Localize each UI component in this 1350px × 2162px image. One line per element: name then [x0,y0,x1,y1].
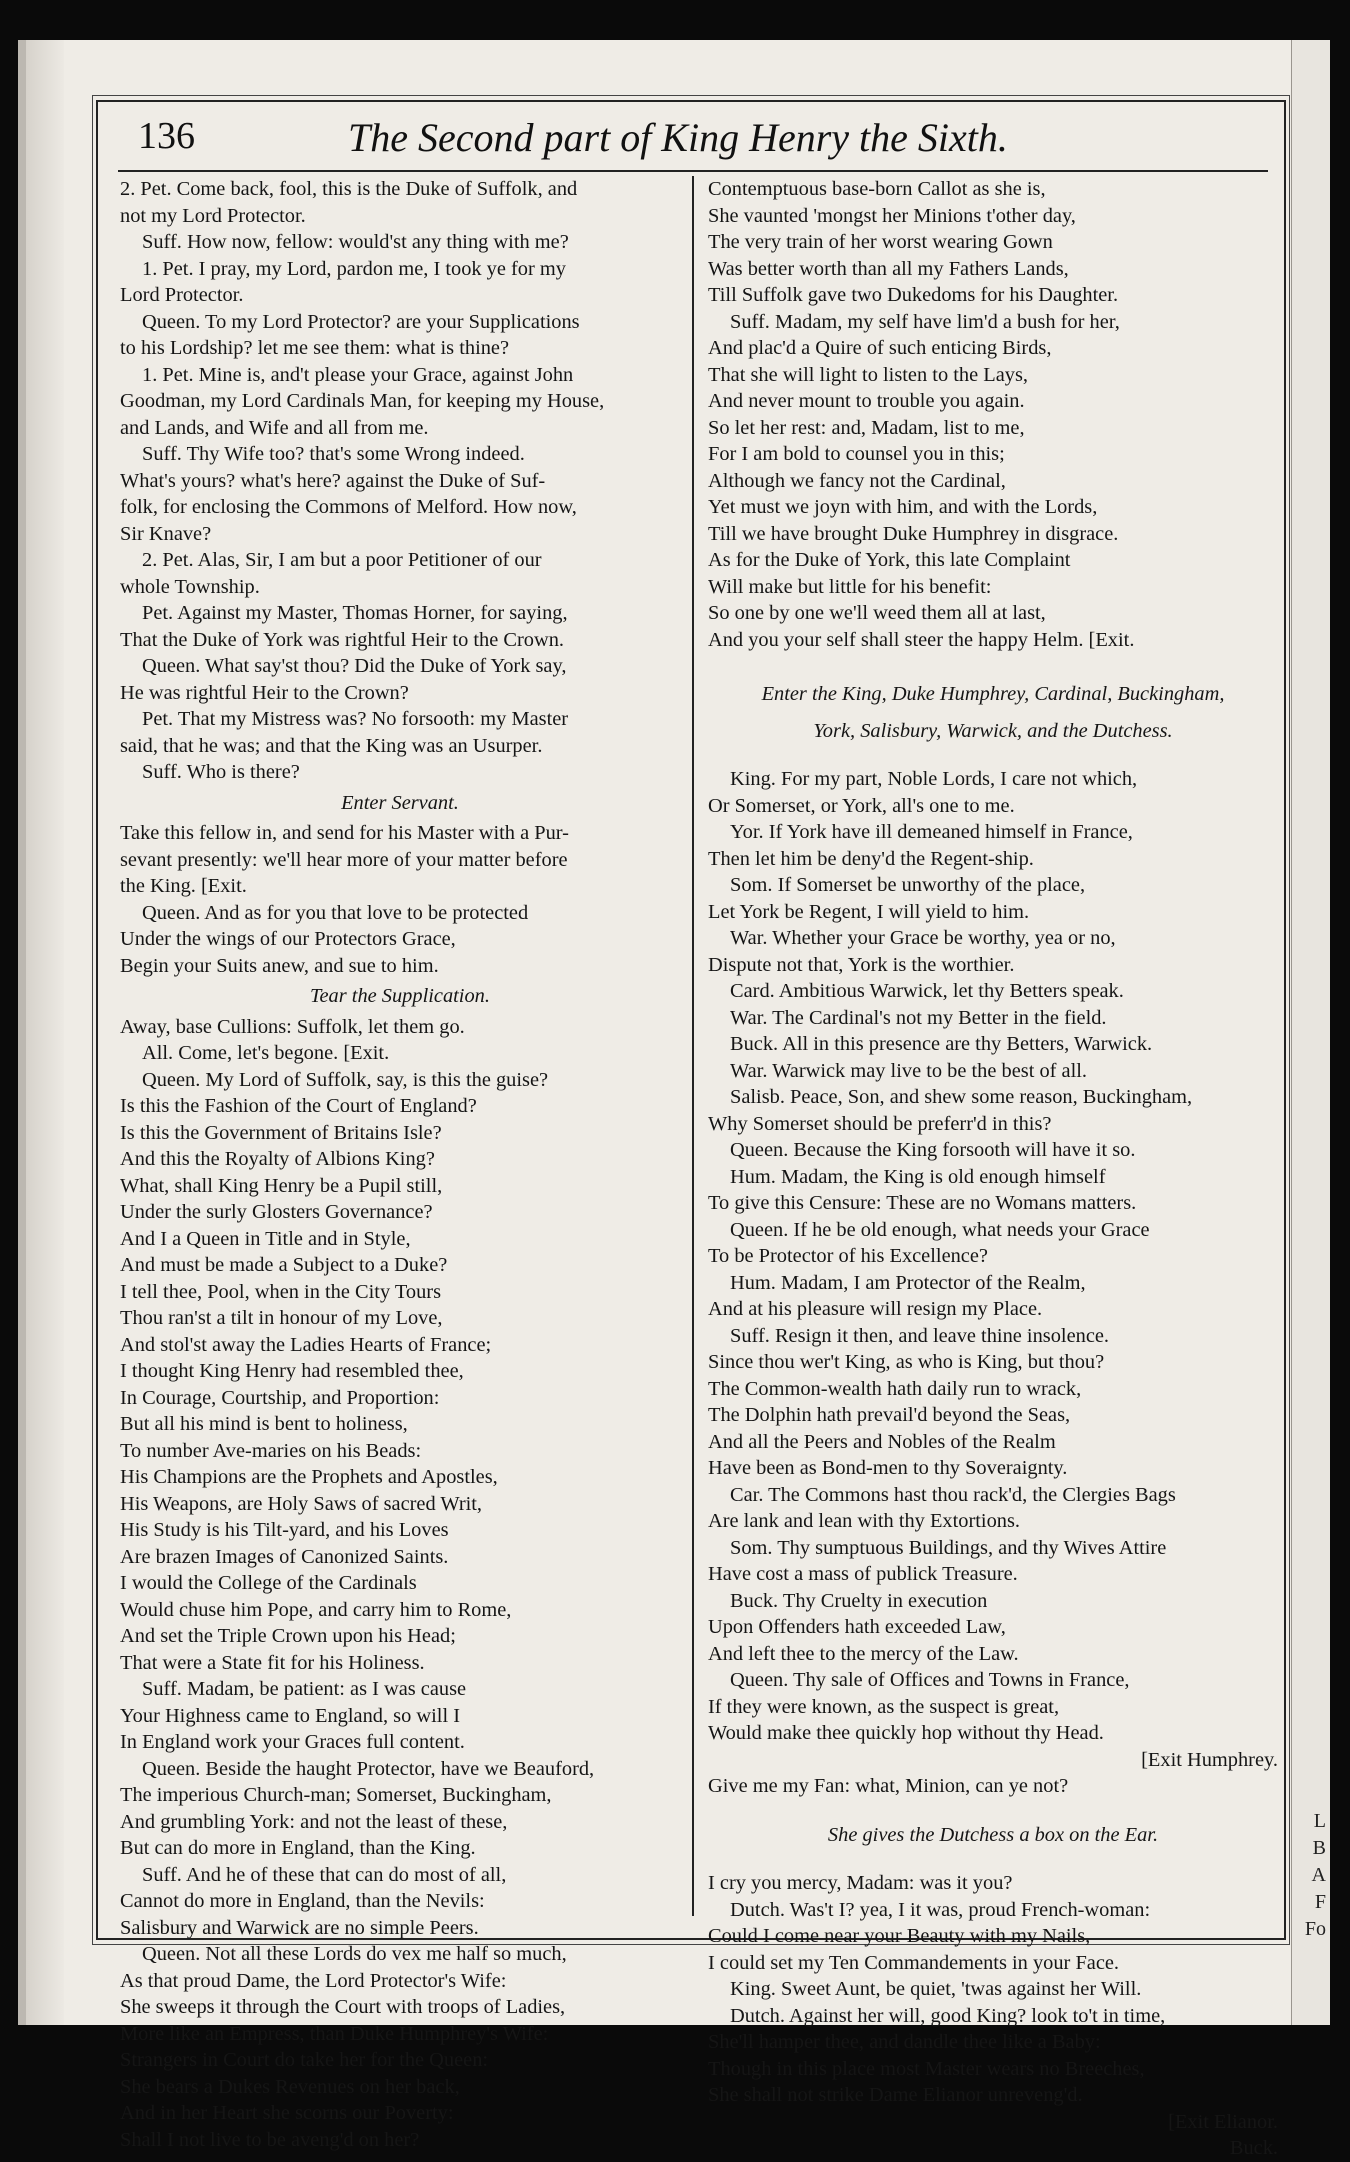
text-line: And this the Royalty of Albions King? [120,1148,435,1170]
text-line: 2. Pet. Alas, Sir, I am but a poor Petitioner of our [142,549,542,571]
text-line: folk, for enclosing the Commons of Melford. How now, [120,496,577,518]
book-page [18,40,1330,2159]
stage-direction: She gives the Dutchess a box on the Ear. [827,1823,1159,1846]
text-line: And all the Peers and Nobles of the Realm [708,1430,1056,1453]
text-line: She shall not strike Dame Elianor unreveng'd. [708,2084,1083,2106]
text-line: And left thee to the mercy of the Law. [708,1642,1019,1665]
text-line: King. For my part, Noble Lords, I care not which, [730,768,1138,790]
text-line: Buck. All in this presence are thy Betters, Warwick. [730,1033,1153,1055]
text-line: Queen. What say'st thou? Did the Duke of York say, [142,655,567,677]
text-line: The very train of her worst wearing Gown [708,231,1053,253]
text-line: But all his mind is bent to holiness, [120,1413,408,1435]
text-line: And you your self shall steer the happy Helm. [Exit. [708,628,1135,651]
text-line: And plac'd a Quire of such enticing Birds, [708,337,1052,359]
text-line: She vaunted 'mongst her Minions t'other day, [708,204,1076,227]
text-line: And stol'st away the Ladies Hearts of France; [120,1333,492,1356]
text-line: If they were known, as the suspect is great, [708,1695,1060,1718]
text-line: Contemptuous base-born Callot as she is, [708,178,1046,200]
text-line: [Exit Elianor. [1168,2110,1278,2133]
text-line: Salisbury and Warwick are no simple Peers. [120,1916,479,1939]
text-line: Goodman, my Lord Cardinals Man, for keeping my House, [120,390,605,412]
text-line: Hum. Madam, I am Protector of the Realm, [730,1271,1086,1294]
text-line: More like an Empress, than Duke Humphrey's Wife: [120,2022,549,2045]
text-line: He was rightful Heir to the Crown? [120,681,409,704]
text-line: Give me my Fan: what, Minion, can ye not? [708,1775,1069,1797]
text-line: Queen. Beside the haught Protector, have we Beauford, [142,1757,595,1780]
text-line: And at his pleasure will resign my Place. [708,1298,1043,1320]
right-column [708,176,1278,2162]
text-line: Suff. How now, fellow: would'st any thing with me? [142,231,569,253]
text-line: Som. If Somerset be unworthy of the place, [730,874,1086,896]
text-line: That she will light to listen to the Lays, [708,363,1028,386]
text-line: Pet. That my Mistress was? No forsooth: my Master [142,708,569,730]
text-line: Hum. Madam, the King is old enough himself [730,1165,1106,1188]
text-line: So let her rest: and, Madam, list to me, [708,416,1025,439]
text-line: Till we have brought Duke Humphrey in disgrace. [708,522,1119,545]
text-line: The Common-wealth hath daily run to wrack, [708,1377,1082,1400]
text-line: She bears a Dukes Revenues on her back, [120,2075,460,2098]
edge-letter: Fo [1304,1918,1326,1940]
text-line: Dutch. Was't I? yea, I it was, proud French-woman: [730,1898,1151,1921]
text-line: His Weapons, are Holy Saws of sacred Writ, [120,1492,483,1515]
text-line: Though in this place most Master wears no Breeches, [708,2057,1145,2080]
text-line: To give this Censure: These are no Womans matters. [708,1192,1137,1214]
text-line: Suff. Resign it then, and leave thine insolence. [730,1324,1110,1347]
text-line: Will make but little for his benefit: [708,575,992,598]
text-line: Why Somerset should be preferr'd in this? [708,1112,1052,1135]
stage-direction: Tear the Supplication. [310,985,490,1007]
text-line: Buck. [1229,2137,1278,2159]
text-line: Suff. Who is there? [142,761,300,783]
text-line: I thought King Henry had resembled thee, [120,1360,464,1382]
text-line: In Courage, Courtship, and Proportion: [120,1386,440,1409]
text-line: Have cost a mass of publick Treasure. [708,1563,1018,1585]
text-line: So one by one we'll weed them all at last, [708,602,1046,624]
text-line: Queen. Thy sale of Offices and Towns in France, [730,1669,1130,1691]
text-line: I could set my Ten Commandements in your Face. [708,1951,1120,1974]
text-line: Sir Knave? [120,522,212,545]
text-line: Till Suffolk gave two Dukedoms for his Daughter. [708,284,1119,306]
text-line: She sweeps it through the Court with troops of Ladies, [120,1996,566,2018]
running-header [118,110,1268,172]
text-line: But can do more in England, than the King. [120,1837,476,1859]
text-line: whole Township. [120,575,260,598]
running-title: The Second part of King Henry the Sixth. [348,115,1008,160]
text-line: War. Warwick may live to be the best of all. [730,1059,1088,1082]
next-page-edge [1291,40,1330,2025]
text-line: For I am bold to counsel you in this; [708,443,1005,465]
text-line: Was better worth than all my Fathers Lands, [708,257,1069,280]
text-line: I cry you mercy, Madam: was it you? [708,1872,1013,1894]
text-line: Queen. If he be old enough, what needs your Grace [730,1218,1150,1241]
text-line: Would make thee quickly hop without thy Head. [708,1722,1104,1744]
text-line: 2. Pet. Come back, fool, this is the Duke of Suffolk, and [120,178,578,200]
text-line: Suff. And he of these that can do most of all, [142,1863,507,1886]
stage-direction: Enter the King, Duke Humphrey, Cardinal, Buckingham, [761,683,1225,705]
page-number: 136 [138,115,195,157]
text-line: To number Ave-maries on his Beads: [120,1439,422,1462]
text-line: Queen. My Lord of Suffolk, say, is this the guise? [142,1068,549,1091]
text-line: Strangers in Court do take her for the Queen: [120,2049,489,2071]
spacer [708,1800,1278,1818]
text-line: And I a Queen in Title and in Style, [120,1227,411,1250]
stage-direction: York, Salisbury, Warwick, and the Dutchess. [813,719,1173,742]
text-line: Away, base Cullions: Suffolk, let them go. [120,1015,465,1038]
left-column [120,176,680,2153]
edge-letter: A [1311,1864,1326,1886]
text-line: not my Lord Protector. [120,204,306,227]
text-line: Cannot do more in England, than the Nevils: [120,1890,485,1912]
text-line: To be Protector of his Excellence? [708,1245,988,1267]
text-line: King. Sweet Aunt, be quiet, 'twas against her Will. [730,1978,1142,2000]
text-line: His Champions are the Prophets and Apostles, [120,1466,498,1488]
text-line: Take this fellow in, and send for his Master with a Pur- [120,822,569,844]
text-line: Yor. If York have ill demeaned himself in France, [730,821,1133,843]
text-line: Som. Thy sumptuous Buildings, and thy Wives Attire [730,1536,1167,1559]
text-line: Let York be Regent, I will yield to him. [708,900,1030,923]
text-line: Card. Ambitious Warwick, let thy Betters speak. [730,980,1124,1002]
text-line: War. The Cardinal's not my Better in the field. [730,1006,1107,1029]
text-line: Car. The Commons hast thou rack'd, the Clergies Bags [730,1483,1176,1506]
text-line: Suff. Madam, my self have lim'd a bush for her, [730,310,1120,333]
spacer [708,748,1278,766]
text-line: Upon Offenders hath exceeded Law, [708,1616,1006,1638]
text-line: Salisb. Peace, Son, and shew some reason, Buckingham, [730,1086,1193,1108]
text-line: Begin your Suits anew, and sue to him. [120,954,439,977]
text-line: Buck. Thy Cruelty in execution [730,1589,988,1612]
spacer [708,653,1278,671]
text-line: And must be made a Subject to a Duke? [120,1254,448,1276]
text-line: Suff. Thy Wife too? that's some Wrong indeed. [142,443,525,465]
text-line: I tell thee, Pool, when in the City Tours [120,1280,442,1303]
text-line: Dutch. Against her will, good King? look to't in time, [730,2004,1166,2027]
text-line: The imperious Church-man; Somerset, Buckingham, [120,1784,552,1806]
text-line: Queen. Not all these Lords do vex me half so much, [142,1943,567,1965]
stage-direction: Enter Servant. [341,791,459,814]
text-line: the King. [Exit. [120,875,247,897]
text-line: Thou ran'st a tilt in honour of my Love, [120,1307,443,1329]
text-line: to his Lordship? let me see them: what is thine? [120,337,510,359]
text-line: said, that he was; and that the King was an Usurper. [120,734,543,757]
text-line: Is this the Government of Britains Isle? [120,1121,442,1144]
column-divider [692,176,694,1916]
text-line: I would the College of the Cardinals [120,1572,417,1594]
text-line: Pet. Against my Master, Thomas Horner, for saying, [142,602,568,624]
text-line: Queen. To my Lord Protector? are your Supplications [142,310,580,333]
edge-letter: L [1313,1810,1326,1832]
text-line: Suff. Madam, be patient: as I was cause [142,1678,467,1700]
text-line: 1. Pet. I pray, my Lord, pardon me, I took ye for my [142,257,566,280]
text-line: And grumbling York: and not the least of these, [120,1810,508,1833]
text-line: Your Highness came to England, so will I [120,1704,461,1727]
text-line: All. Come, let's begone. [Exit. [142,1042,390,1064]
text-line: Shall I not live to be aveng'd on her? [120,2128,420,2151]
text-line: Under the wings of our Protectors Grace, [120,928,456,950]
text-line: Could I come near your Beauty with my Nails, [708,1925,1091,1947]
text-line: And never mount to trouble you again. [708,390,1025,412]
text-line: Queen. Because the King forsooth will have it so. [730,1139,1136,1161]
text-line: sevant presently: we'll hear more of your matter before [120,848,568,871]
text-line: Would chuse him Pope, and carry him to Rome, [120,1598,512,1621]
text-line: Dispute not that, York is the worthier. [708,953,1015,976]
text-line: She'll hamper thee, and dandle thee like a Baby: [708,2031,1101,2053]
text-line: As that proud Dame, the Lord Protector's Wife: [120,1969,507,1992]
text-line: As for the Duke of York, this late Complaint [708,549,1071,571]
edge-letter: B [1312,1837,1326,1859]
text-line: In England work your Graces full content. [120,1731,465,1753]
text-line: And in her Heart she scorns our Poverty: [120,2102,454,2124]
text-line: Since thou wer't King, as who is King, but thou? [708,1351,1105,1373]
text-line: Are lank and lean with thy Extortions. [708,1510,1021,1532]
text-line: That the Duke of York was rightful Heir to the Crown. [120,628,564,651]
text-line: Then let him be deny'd the Regent-ship. [708,847,1034,870]
spacer [708,1852,1278,1870]
text-line: and Lands, and Wife and all from me. [120,416,429,439]
text-line: [Exit Humphrey. [1141,1748,1278,1771]
text-line: And set the Triple Crown upon his Head; [120,1625,456,1647]
text-line: Is this the Fashion of the Court of England? [120,1095,477,1117]
text-frame [96,100,1286,2159]
text-line: Or Somerset, or York, all's one to me. [708,794,1015,817]
edge-letter: F [1314,1891,1326,1913]
text-line: Have been as Bond-men to thy Soveraignty. [708,1457,1068,1479]
page-gutter [26,40,64,2025]
text-line: 1. Pet. Mine is, and't please your Grace, against John [142,363,574,386]
text-line: What's yours? what's here? against the Duke of Suf- [120,469,546,492]
text-line: His Study is his Tilt-yard, and his Loves [120,1519,449,1541]
text-line: What, shall King Henry be a Pupil still, [120,1174,443,1197]
text-line: Although we fancy not the Cardinal, [708,469,1006,492]
text-line: Queen. And as for you that love to be protected [142,901,529,924]
text-line: Under the surly Glosters Governance? [120,1201,433,1223]
text-line: War. Whether your Grace be worthy, yea or no, [730,927,1116,949]
text-line: That were a State fit for his Holiness. [120,1651,425,1674]
text-line: Are brazen Images of Canonized Saints. [120,1545,449,1568]
text-line: Lord Protector. [120,284,244,306]
text-line: The Dolphin hath prevail'd beyond the Seas, [708,1404,1071,1426]
text-line: Yet must we joyn with him, and with the Lords, [708,496,1098,518]
